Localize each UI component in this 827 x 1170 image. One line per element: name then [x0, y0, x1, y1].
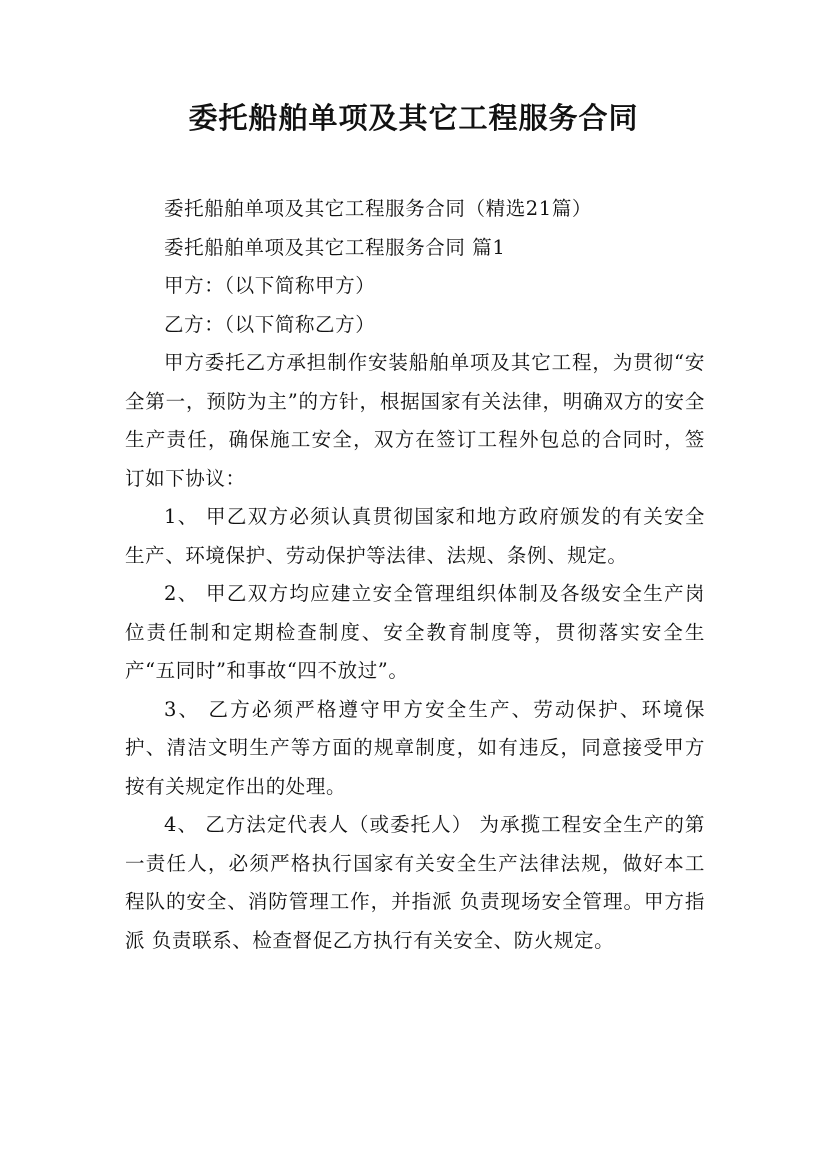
paragraph-subtitle: 委托船舶单项及其它工程服务合同（精选21篇） — [164, 197, 593, 220]
paragraph-clause-4: 4、 乙方法定代表人（或委托人） 为承揽工程安全生产的第一责任人，必须严格执行国家有关安全生产法律法规，做好本工程队的安全、消防管理工作，并指派 负责现场安全管理。甲方指派 负责联系、检查督促乙方执行有关安全、防火规定。 — [125, 813, 705, 952]
paragraph-party-b: 乙方：（以下简称乙方） — [164, 312, 376, 336]
paragraph-section-heading: 委托船舶单项及其它工程服务合同 篇1 — [164, 235, 506, 259]
paragraph-party-a: 甲方：（以下简称甲方） — [164, 274, 376, 297]
paragraph-clause-1: 1、 甲乙双方必须认真贯彻国家和地方政府颁发的有关安全生产、环境保护、劳动保护等法律、法规、条例、规定。 — [125, 505, 705, 567]
document-body — [125, 190, 705, 960]
paragraph-intro: 甲方委托乙方承担制作安装船舶单项及其它工程，为贯彻“安全第一，预防为主”的方针，根据国家有关法律，明确双方的安全生产责任，确保施工安全，双方在签订工程外包总的合同时，签订如下协议： — [125, 351, 705, 490]
document-title: 委托船舶单项及其它工程服务合同 — [188, 101, 639, 135]
paragraph-clause-3: 3、 乙方必须严格遵守甲方安全生产、劳动保护、环境保护、清洁文明生产等方面的规章制度，如有违反，同意接受甲方按有关规定作出的处理。 — [125, 697, 705, 798]
paragraph-clause-2: 2、 甲乙双方均应建立安全管理组织体制及各级安全生产岗位责任制和定期检查制度、安全教育制度等，贯彻落实安全生产“五同时”和事故“四不放过”。 — [125, 582, 705, 682]
